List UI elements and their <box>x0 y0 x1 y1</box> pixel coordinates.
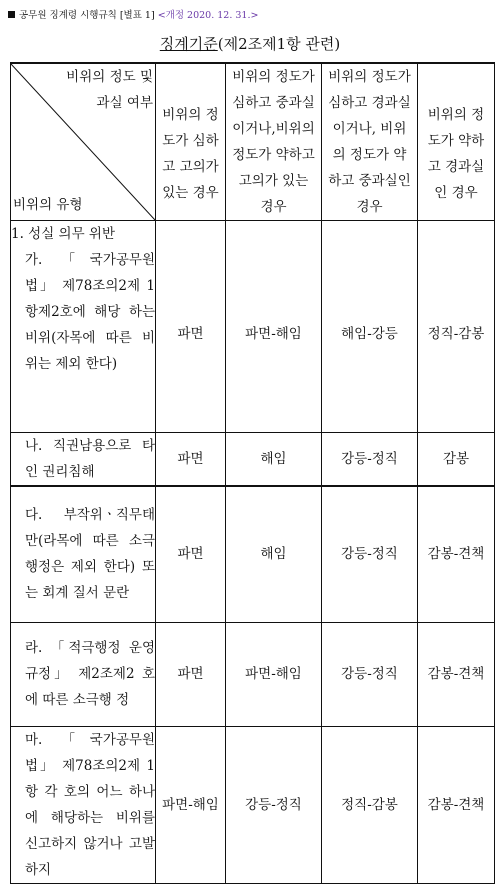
header-corner-cell <box>11 63 156 221</box>
row-ma-value-3: 정직-감봉 <box>322 726 418 883</box>
row-ma-desc: 마. 「국가공무원 법」 제78조의2제 1항 각 호의 어느 하나에 해당하는 비위를 신고하지 않거나 고발하지 <box>11 726 156 883</box>
row-ga-value-3: 해임-강등 <box>322 221 418 433</box>
title-rest: (제2조제1항 관련) <box>217 35 341 53</box>
square-bullet-icon <box>8 11 15 18</box>
row-da-value-4: 감봉-견책 <box>418 486 495 622</box>
corner-top-label: 비위의 정도 및 과실 여부 <box>66 69 153 111</box>
row-ga-text: 가. 「국가공무원 법」 제78조의2제 1항제2호에 해당 하는 비위(자목에 따른 비위는 제외 한다) <box>25 252 155 372</box>
page-title <box>0 33 500 54</box>
row-ga-desc <box>11 221 156 433</box>
document-header <box>8 7 498 21</box>
column-header-3: 비위의 정도가 심하고 경과실 이거나, 비위 의 정도가 약 하고 중과실인 경우 <box>322 63 418 221</box>
row-na-value-1: 파면 <box>156 433 226 487</box>
row-ma-value-4: 감봉-견책 <box>418 726 495 883</box>
row-da-value-2: 해임 <box>226 486 322 622</box>
title-underlined: 징계기준 <box>159 35 218 53</box>
table-header-row <box>11 63 495 221</box>
table-row <box>11 622 495 726</box>
row-ra-value-2: 파면-해임 <box>226 622 322 726</box>
table-row <box>11 726 495 883</box>
row-ra-value-3: 강등-정직 <box>322 622 418 726</box>
header-label: 공무원 징계령 시행규칙 [별표 1] <box>19 10 155 21</box>
row-ma-value-2: 강등-정직 <box>226 726 322 883</box>
column-header-2: 비위의 정도가 심하고 중과실 이거나,비위의 정도가 약하고 고의가 있는 경우 <box>226 63 322 221</box>
row-na-value-4: 감봉 <box>418 433 495 487</box>
row-da-value-1: 파면 <box>156 486 226 622</box>
row-na-value-3: 강등-정직 <box>322 433 418 487</box>
discipline-table <box>10 62 495 884</box>
row-ma-value-1: 파면-해임 <box>156 726 226 883</box>
column-header-4: 비위의 정 도가 약하 고 경과실 인 경우 <box>418 63 495 221</box>
section1-title: 1. 성실 의무 위반 <box>11 226 115 242</box>
column-header-1: 비위의 정 도가 심하 고 고의가 있는 경우 <box>156 63 226 221</box>
row-ga-value-2: 파면-해임 <box>226 221 322 433</box>
row-ga-value-1: 파면 <box>156 221 226 433</box>
table-row <box>11 486 495 622</box>
table-row <box>11 221 495 433</box>
corner-bottom-label: 비위의 유형 <box>13 197 83 213</box>
row-da-value-3: 강등-정직 <box>322 486 418 622</box>
row-ga-value-4: 정직-감봉 <box>418 221 495 433</box>
row-ra-value-1: 파면 <box>156 622 226 726</box>
row-ra-desc: 라. 「적극행정 운영 규정」 제2조제2 호에 따른 소극행 정 <box>11 622 156 726</box>
row-na-desc: 나. 직권남용으로 타 인 권리침해 <box>11 433 156 487</box>
revision-date: <개정 2020. 12. 31.> <box>157 10 259 21</box>
row-ra-value-4: 감봉-견책 <box>418 622 495 726</box>
row-na-value-2: 해임 <box>226 433 322 487</box>
row-da-desc: 다. 부작위ㆍ직무태 만(라목에 따른 소극행정은 제외 한다) 또는 회계 질서 문란 <box>11 486 156 622</box>
table-row <box>11 433 495 487</box>
